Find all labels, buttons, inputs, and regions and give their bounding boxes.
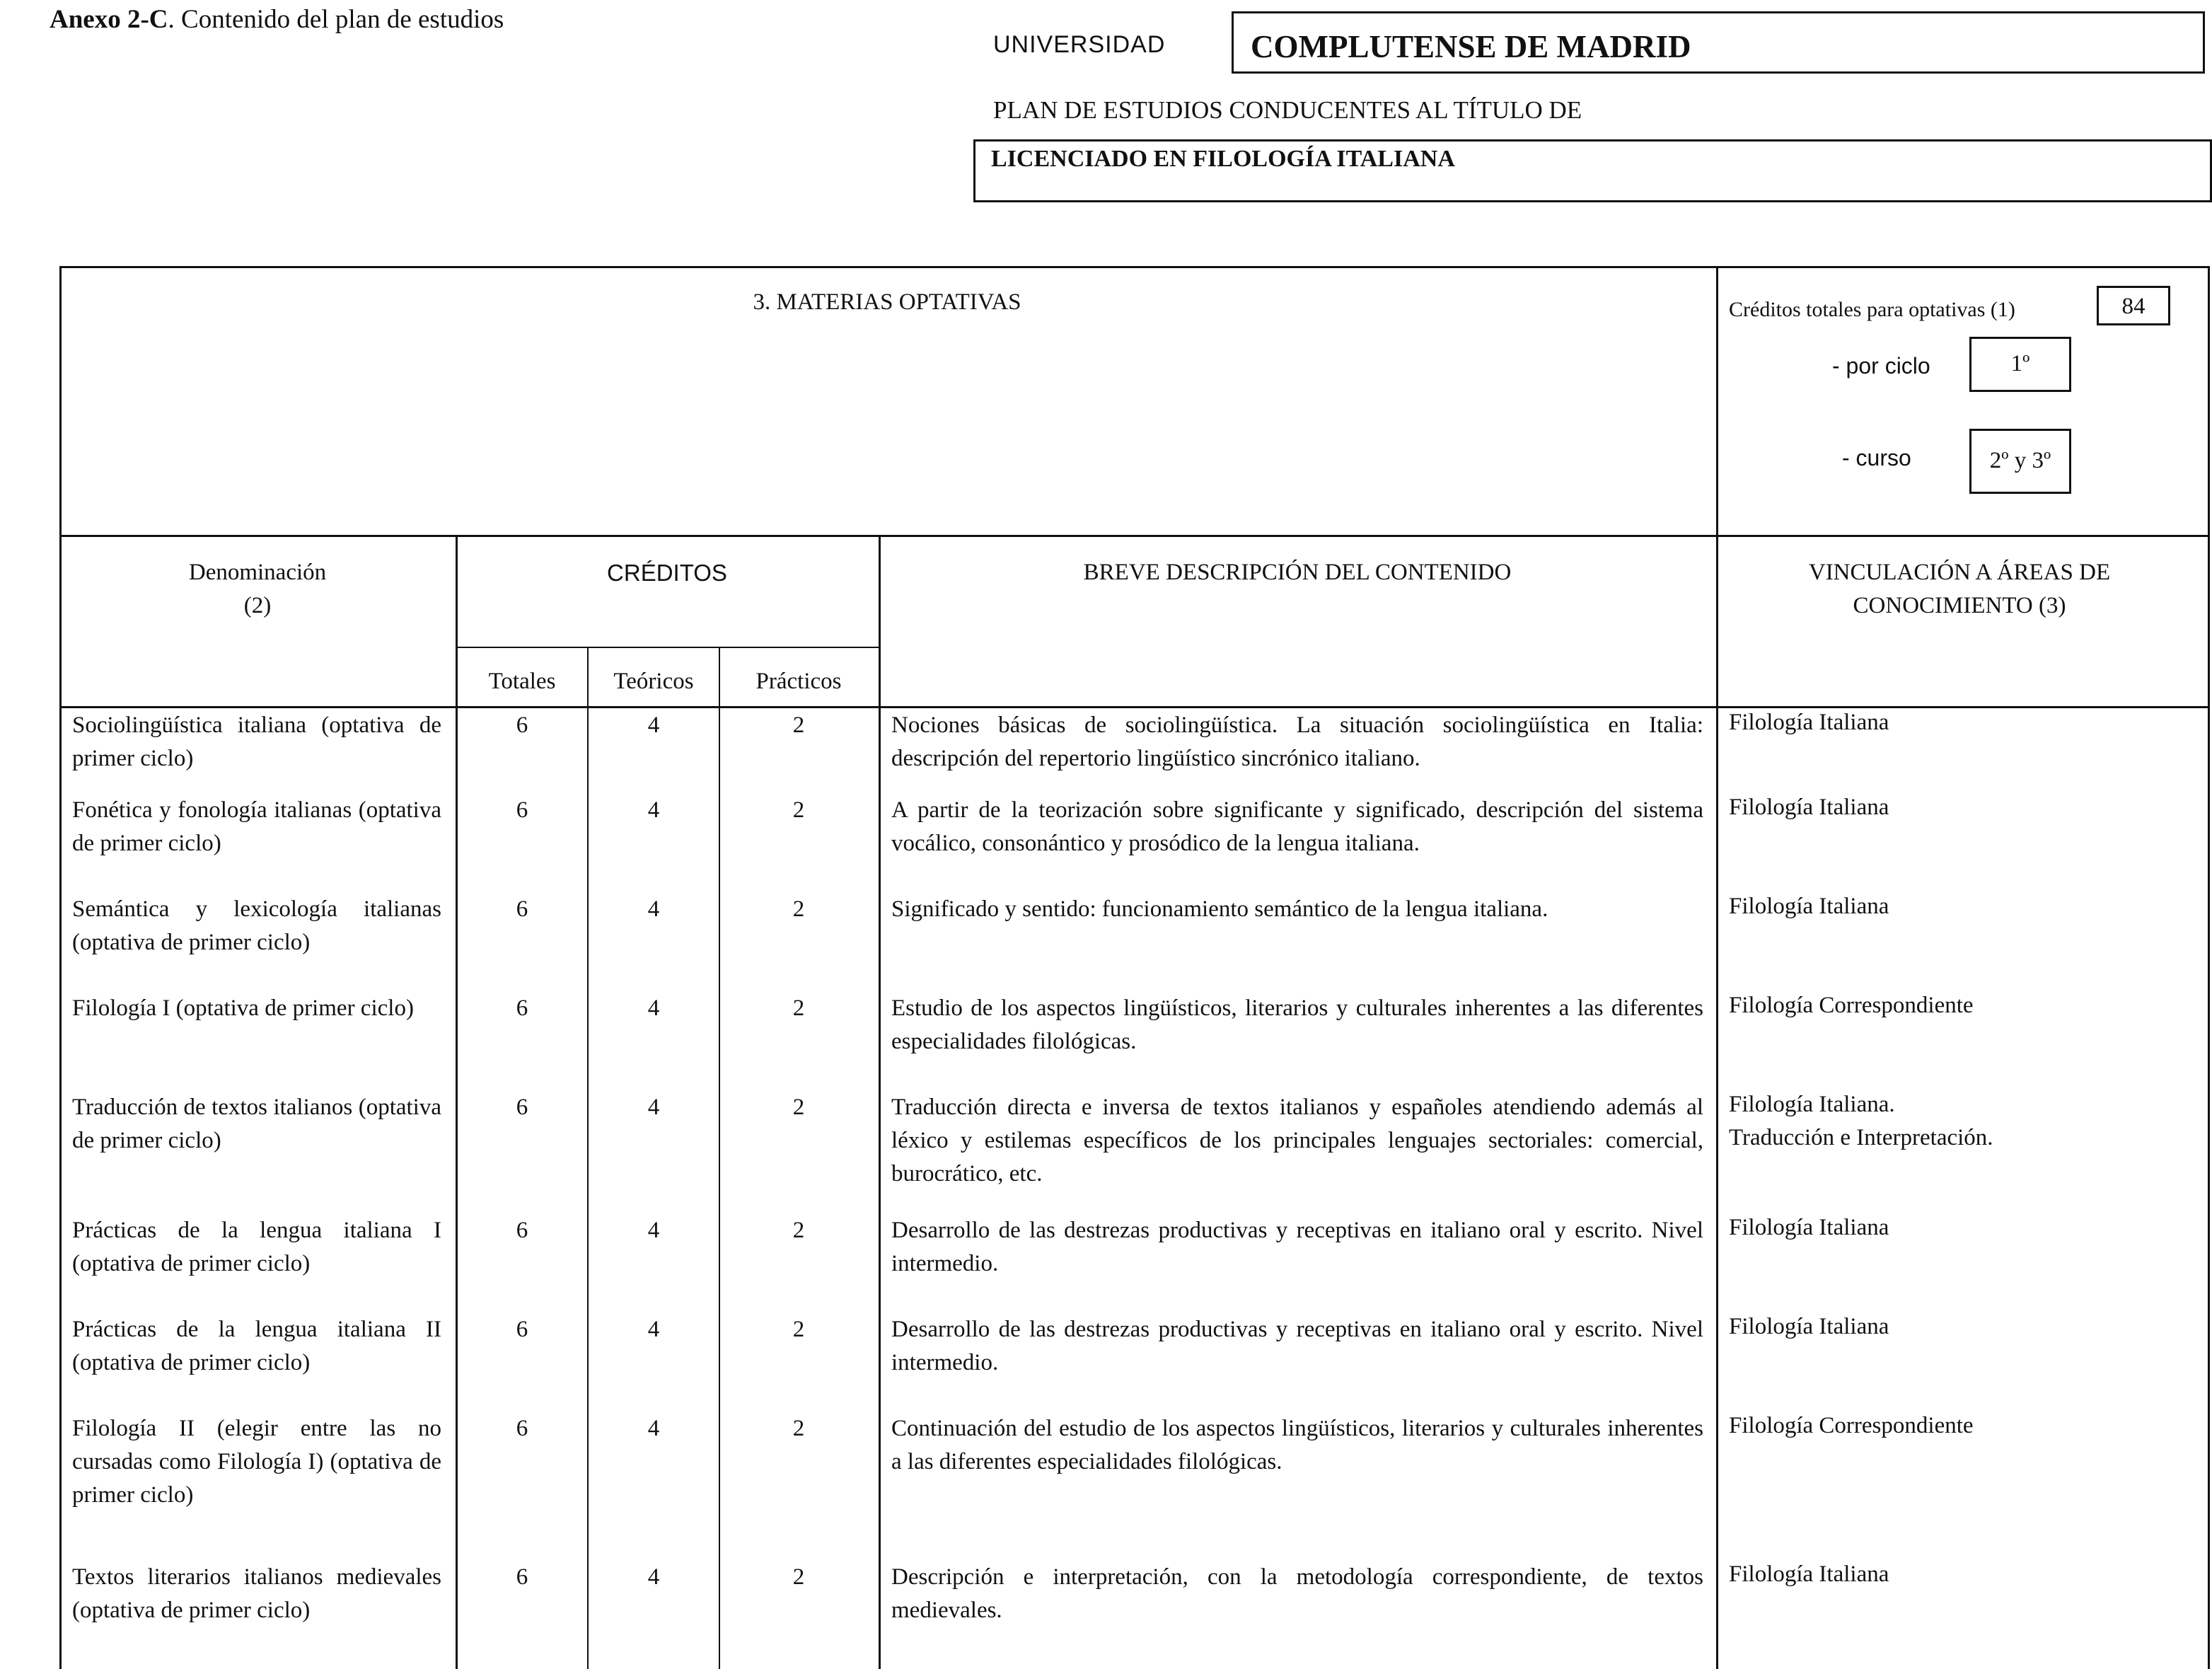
row-area: Filología Italiana: [1729, 1314, 1889, 1339]
annex-subtitle: . Contenido del plan de estudios: [168, 5, 504, 34]
header-top-rule: [59, 535, 2210, 537]
row-denominacion: Filología I (optativa de primer ciclo): [72, 995, 414, 1021]
row-teoricos: 4: [647, 797, 660, 823]
por-ciclo-label: - por ciclo: [1832, 353, 1930, 379]
row-denominacion: Traducción de textos italianos (optativa de primer ciclo): [72, 1095, 441, 1153]
row-denominacion: Semántica y lexicología italianas (optativa de primer ciclo): [72, 896, 441, 955]
curso-value: 2º y 3º: [1969, 429, 2071, 494]
row-practicos: 2: [792, 1564, 805, 1590]
area-column-divider: [1716, 266, 1718, 1669]
row-totales: 6: [516, 797, 528, 823]
row-descripcion: Continuación del estudio de los aspectos lingüísticos, literarios y culturales inherentes a las diferentes especialidades filológicas.: [891, 1416, 1703, 1474]
row-area: Filología Italiana: [1729, 795, 1889, 820]
header-denominacion: [61, 556, 454, 623]
row-area: Filología Italiana: [1729, 710, 1889, 735]
table-top-border: [59, 266, 2210, 268]
row-practicos: 2: [792, 712, 805, 738]
row-totales: 6: [516, 1218, 528, 1243]
row-descripcion: Estudio de los aspectos lingüísticos, literarios y culturales inherentes a las diferentes especialidades filológicas.: [891, 995, 1703, 1054]
header-totales: Totales: [488, 669, 556, 694]
row-denominacion: Sociolingüística italiana (optativa de primer ciclo): [72, 712, 441, 771]
row-descripcion: Descripción e interpretación, con la metodología correspondiente, de textos medievales.: [891, 1564, 1703, 1623]
curso-label: - curso: [1842, 445, 1911, 470]
creditos-divider: [879, 535, 881, 1669]
degree-title: LICENCIADO EN FILOLOGÍA ITALIANA: [991, 146, 1455, 172]
row-denominacion: Textos literarios italianos medievales (optativa de primer ciclo): [72, 1564, 441, 1623]
header-denominacion-label: Denominación: [188, 560, 327, 585]
row-practicos: 2: [792, 896, 805, 922]
header-descripcion: BREVE DESCRIPCIÓN DEL CONTENIDO: [1083, 560, 1512, 585]
row-denominacion: Prácticas de la lengua italiana II (optativa de primer ciclo): [72, 1317, 441, 1375]
row-totales: 6: [516, 1564, 528, 1590]
universidad-label: UNIVERSIDAD: [993, 31, 1166, 58]
row-practicos: 2: [792, 1416, 805, 1441]
row-totales: 6: [516, 995, 528, 1021]
row-teoricos: 4: [647, 712, 660, 738]
row-totales: 6: [516, 1317, 528, 1342]
row-totales: 6: [516, 1095, 528, 1120]
row-teoricos: 4: [647, 1218, 660, 1243]
annex-title: [50, 4, 504, 35]
row-descripcion: Nociones básicas de sociolingüística. La situación sociolingüística en Italia: descripción del repertorio lingüístico sincrónico italiano.: [891, 712, 1703, 771]
table-right-border: [2208, 266, 2210, 1669]
row-area: Filología Italiana. Traducción e Interpretación.: [1729, 1092, 1993, 1150]
row-area: Filología Correspondiente: [1729, 1413, 1974, 1438]
row-area: Filología Italiana: [1729, 894, 1889, 919]
row-teoricos: 4: [647, 1416, 660, 1441]
section-title: 3. MATERIAS OPTATIVAS: [753, 289, 1021, 315]
header-practicos: Prácticos: [755, 669, 842, 694]
row-teoricos: 4: [647, 1317, 660, 1342]
row-totales: 6: [516, 712, 528, 738]
row-descripcion: Significado y sentido: funcionamiento semántico de la lengua italiana.: [891, 896, 1548, 922]
row-practicos: 2: [792, 797, 805, 823]
header-creditos: CRÉDITOS: [607, 560, 727, 586]
row-area: Filología Italiana: [1729, 1561, 1889, 1587]
creditos-totales-value: 84: [2097, 286, 2170, 325]
row-denominacion: Prácticas de la lengua italiana I (optativa de primer ciclo): [72, 1218, 441, 1276]
creditos-subheader-rule: [456, 647, 879, 648]
row-totales: 6: [516, 896, 528, 922]
row-practicos: 2: [792, 1218, 805, 1243]
row-descripcion: Desarrollo de las destrezas productivas y receptivas en italiano oral y escrito. Nivel intermedio.: [891, 1317, 1703, 1375]
row-denominacion: Fonética y fonología italianas (optativa de primer ciclo): [72, 797, 441, 856]
row-area: Filología Italiana: [1729, 1215, 1889, 1240]
annex-label: Anexo 2-C: [50, 5, 168, 34]
header-denominacion-note: (2): [243, 593, 272, 618]
row-descripcion: Traducción directa e inversa de textos italianos y españoles atendiendo además al léxico y estilemas específicos de los principales lenguajes sectoriales: comercial, burocrático, etc.: [891, 1095, 1703, 1186]
header-teoricos: Teóricos: [613, 669, 694, 694]
por-ciclo-value: 1º: [1969, 337, 2071, 392]
row-teoricos: 4: [647, 896, 660, 922]
row-descripcion: A partir de la teorización sobre significante y significado, descripción del sistema vocálico, consonántico y prosódico de la lengua italiana.: [891, 797, 1703, 856]
header-vinculacion: VINCULACIÓN A ÁREAS DE CONOCIMIENTO (3): [1808, 560, 2111, 618]
row-practicos: 2: [792, 1095, 805, 1120]
row-area: Filología Correspondiente: [1729, 993, 1974, 1018]
row-teoricos: 4: [647, 995, 660, 1021]
universidad-name: COMPLUTENSE DE MADRID: [1251, 29, 1691, 64]
row-practicos: 2: [792, 995, 805, 1021]
row-descripcion: Desarrollo de las destrezas productivas y receptivas en italiano oral y escrito. Nivel intermedio.: [891, 1218, 1703, 1276]
plan-line: PLAN DE ESTUDIOS CONDUCENTES AL TÍTULO DE: [993, 96, 1582, 124]
row-totales: 6: [516, 1416, 528, 1441]
creditos-totales-label: Créditos totales para optativas (1): [1729, 298, 2015, 321]
row-denominacion: Filología II (elegir entre las no cursadas como Filología I) (optativa de primer ciclo): [72, 1416, 441, 1508]
row-practicos: 2: [792, 1317, 805, 1342]
row-teoricos: 4: [647, 1564, 660, 1590]
table-left-border: [59, 266, 62, 1669]
row-teoricos: 4: [647, 1095, 660, 1120]
